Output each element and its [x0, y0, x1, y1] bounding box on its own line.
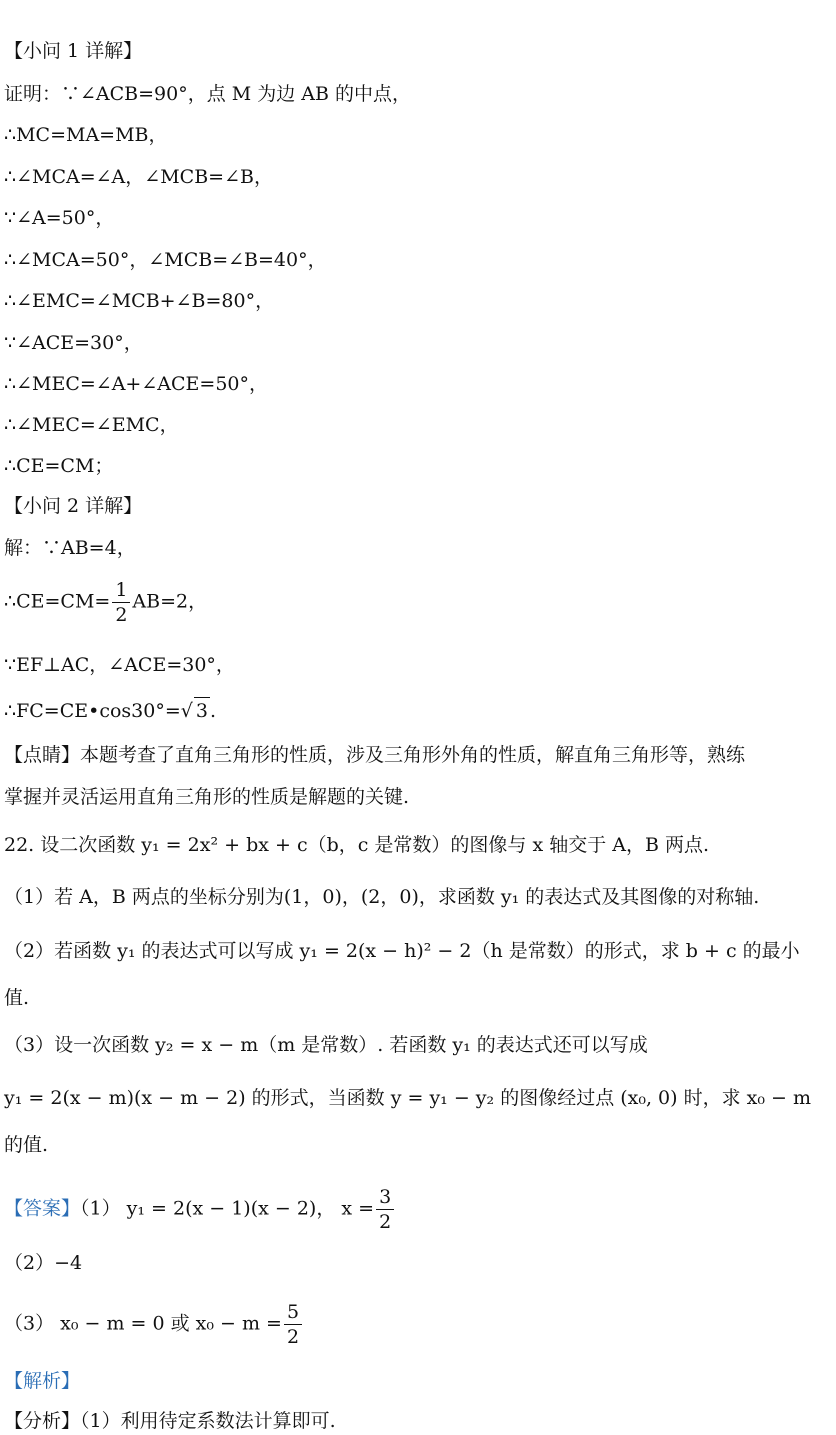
sqrt-radicand: 3 [194, 697, 210, 724]
proof-line: ∴∠MEC=∠EMC， [4, 414, 179, 436]
question-part: （1）若 A，B 两点的坐标分别为(1，0)，(2，0)，求函数 y₁ 的表达式及其图像的对称轴. [4, 886, 760, 908]
question-part: y₁ = 2(x − m)(x − m − 2) 的形式，当函数 y = y₁ − y₂ 的图像经过点 (x₀, 0) 时，求 x₀ − m [4, 1087, 811, 1109]
sqrt-sign: √ [180, 700, 193, 722]
fraction-numerator: 3 [376, 1185, 394, 1210]
text-segment: ∴CE=CM= [4, 590, 111, 613]
proof-line: ∴MC=MA=MB， [4, 124, 168, 146]
text-segment: （1） y₁ = 2(x − 1)(x − 2)， x = [80, 1197, 375, 1220]
fraction [284, 1300, 302, 1349]
fraction-denominator: 2 [379, 1211, 392, 1233]
fraction-denominator: 2 [115, 604, 128, 626]
text-segment: . [209, 700, 217, 722]
question-part: 的值. [4, 1134, 49, 1156]
comment-line: 【点睛】本题考查了直角三角形的性质，涉及三角形外角的性质，解直角三角形等，熟练 [4, 744, 746, 766]
proof-line: ∴∠MCA=50°，∠MCB=∠B=40°， [4, 249, 327, 271]
fraction [376, 1185, 394, 1234]
question-part: （2）若函数 y₁ 的表达式可以写成 y₁ = 2(x − h)² − 2（h 是常数）的形式，求 b + c 的最小 [4, 940, 800, 962]
solution-line: 解：∵AB=4， [4, 537, 136, 559]
text-segment: （3） x₀ − m = 0 或 x₀ − m = [4, 1312, 282, 1335]
part2-heading: 【小问 2 详解】 [4, 495, 143, 517]
solution-line-sqrt [4, 697, 216, 724]
question-intro: 22. 设二次函数 y₁ = 2x² + bx + c（b，c 是常数）的图像与 x 轴交于 A，B 两点. [4, 834, 710, 856]
question-part: 值. [4, 987, 30, 1009]
fraction-numerator: 1 [112, 578, 130, 603]
solution-line-fraction [4, 578, 207, 627]
fraction-numerator: 5 [284, 1300, 302, 1325]
proof-line: ∴∠EMC=∠MCB+∠B=80°， [4, 290, 275, 312]
text-segment: AB=2， [132, 590, 208, 613]
proof-line: 证明：∵∠ACB=90°，点 M 为边 AB 的中点， [4, 83, 412, 105]
proof-line: ∵∠ACE=30°， [4, 332, 143, 354]
analysis-label: 【解析】 [4, 1370, 81, 1392]
text-segment: ∴FC=CE•cos30°= [4, 700, 181, 722]
fraction [112, 578, 130, 627]
answer-line-2: （2）−4 [4, 1252, 83, 1274]
answer-line-3 [4, 1300, 304, 1349]
proof-line: ∴CE=CM； [4, 455, 114, 477]
proof-line: ∴∠MEC=∠A+∠ACE=50°， [4, 373, 268, 395]
part1-heading: 【小问 1 详解】 [4, 40, 143, 62]
comment-line: 掌握并灵活运用直角三角形的性质是解题的关键. [4, 786, 410, 808]
answer-label: 【答案】 [4, 1197, 81, 1220]
analysis-line: 【分析】（1）利用待定系数法计算即可. [4, 1410, 336, 1432]
fraction-denominator: 2 [286, 1326, 300, 1348]
question-part: （3）设一次函数 y₂ = x − m（m 是常数）. 若函数 y₁ 的表达式还可以写成 [4, 1034, 648, 1056]
solution-line: ∵EF⊥AC，∠ACE=30°， [4, 654, 235, 676]
proof-line: ∵∠A=50°， [4, 207, 115, 229]
proof-line: ∴∠MCA=∠A，∠MCB=∠B， [4, 166, 273, 188]
answer-line-1 [4, 1185, 396, 1234]
